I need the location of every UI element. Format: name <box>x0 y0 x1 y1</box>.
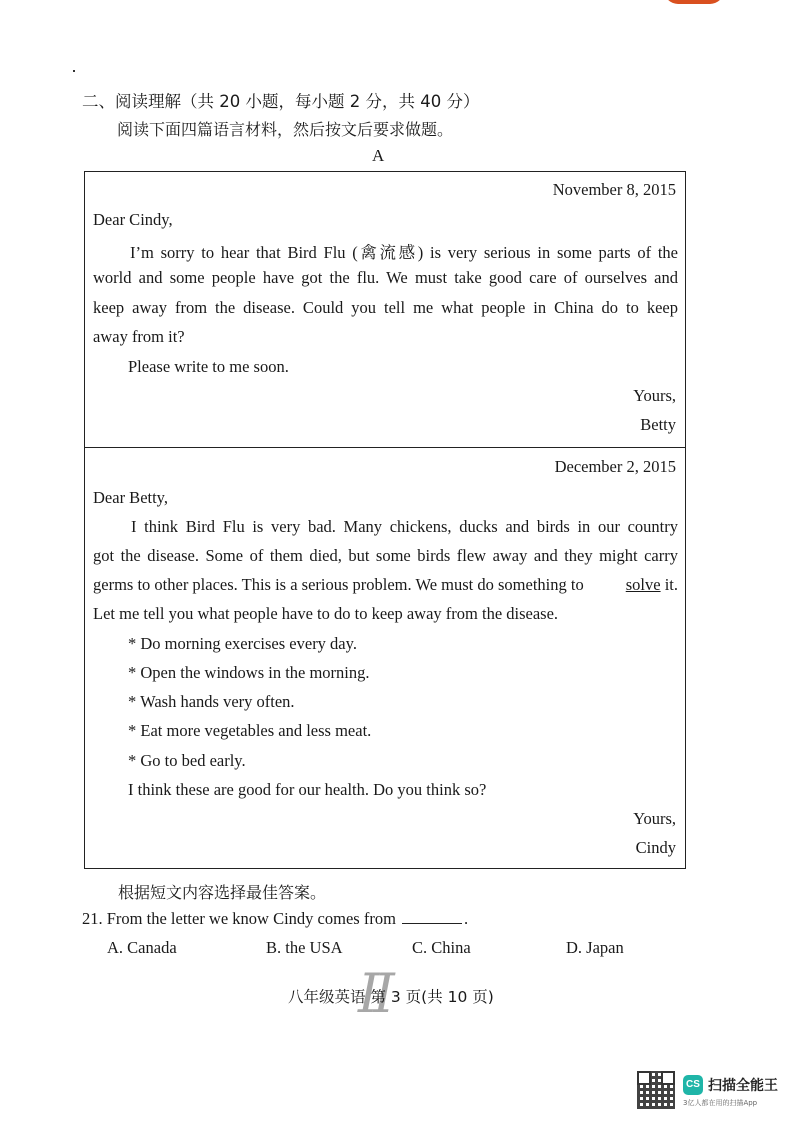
underlined-phrase <box>626 575 678 595</box>
option-d: D. Japan <box>566 938 624 957</box>
app-slogan: 3亿人都在用的扫描App <box>683 1099 758 1107</box>
letter-1-body-line: away from it? <box>93 327 185 346</box>
questions-intro: 根据短文内容选择最佳答案。 <box>118 883 327 902</box>
passage-label: A <box>372 146 385 165</box>
question-21 <box>82 909 468 929</box>
letter-1-request: Please write to me soon. <box>128 357 289 376</box>
tip-item: * Open the windows in the morning. <box>128 663 370 682</box>
underlined-word-tail: it. <box>660 575 678 594</box>
camscanner-logo-icon: CS <box>683 1075 703 1095</box>
section-title: 二、阅读理解（共 20 小题，每小题 2 分，共 40 分） <box>82 92 480 111</box>
letter-2-body-line-with-underline <box>93 575 678 595</box>
question-21-end: . <box>464 909 469 928</box>
tip-item: * Go to bed early. <box>128 751 246 770</box>
letter-1-greeting: Dear Cindy, <box>93 210 173 229</box>
letter-1-box <box>84 171 686 448</box>
option-b: B. the USA <box>266 938 343 957</box>
watermark: II <box>358 962 389 1025</box>
tip-item: * Eat more vegetables and less meat. <box>128 721 372 740</box>
letter-1-body-line: world and some people have got the flu. We must take good care of ourselves and <box>93 268 678 287</box>
letter-2-body-text: germs to other places. This is a serious problem. We must do something to <box>93 575 584 594</box>
page-footer: 八年级英语 第 3 页(共 10 页) <box>288 988 494 1006</box>
letter-2-conclusion: I think these are good for our health. Do you think so? <box>128 780 487 799</box>
letter-2-greeting: Dear Betty, <box>93 488 168 507</box>
tip-item: * Do morning exercises every day. <box>128 634 357 653</box>
letter-1-body-line: I’m sorry to hear that Bird Flu (禽流感) is very serious in some parts of the <box>130 243 678 262</box>
letter-1-body-line: keep away from the disease. Could you tell me what people in China do to keep <box>93 298 678 317</box>
letter-2-body-line: Let me tell you what people have to do to keep away from the disease. <box>93 604 559 623</box>
option-c: C. China <box>412 938 471 957</box>
letter-2-body-line: got the disease. Some of them died, but some birds flew away and they might carry <box>93 546 678 565</box>
qr-code-icon <box>637 1071 675 1109</box>
scan-speck <box>73 70 75 72</box>
corner-decoration <box>664 0 724 4</box>
letter-2-body-line: I think Bird Flu is very bad. Many chickens, ducks and birds in our country <box>131 517 678 536</box>
question-21-stem: 21. From the letter we know Cindy comes from <box>82 909 396 928</box>
answer-blank <box>402 909 462 924</box>
letter-2-date: December 2, 2015 <box>554 457 676 476</box>
app-name: 扫描全能王 <box>708 1078 778 1094</box>
letter-2-signature: Cindy <box>635 838 676 857</box>
letter-2-box <box>84 447 686 869</box>
letter-2-closing: Yours, <box>633 809 676 828</box>
tip-item: * Wash hands very often. <box>128 692 295 711</box>
underlined-word: solve <box>625 575 661 594</box>
letter-1-closing: Yours, <box>633 386 676 405</box>
section-instruction: 阅读下面四篇语言材料，然后按文后要求做题。 <box>117 120 454 139</box>
letter-1-date: November 8, 2015 <box>552 180 676 199</box>
letter-1-signature: Betty <box>640 415 676 434</box>
option-a: A. Canada <box>107 938 177 957</box>
